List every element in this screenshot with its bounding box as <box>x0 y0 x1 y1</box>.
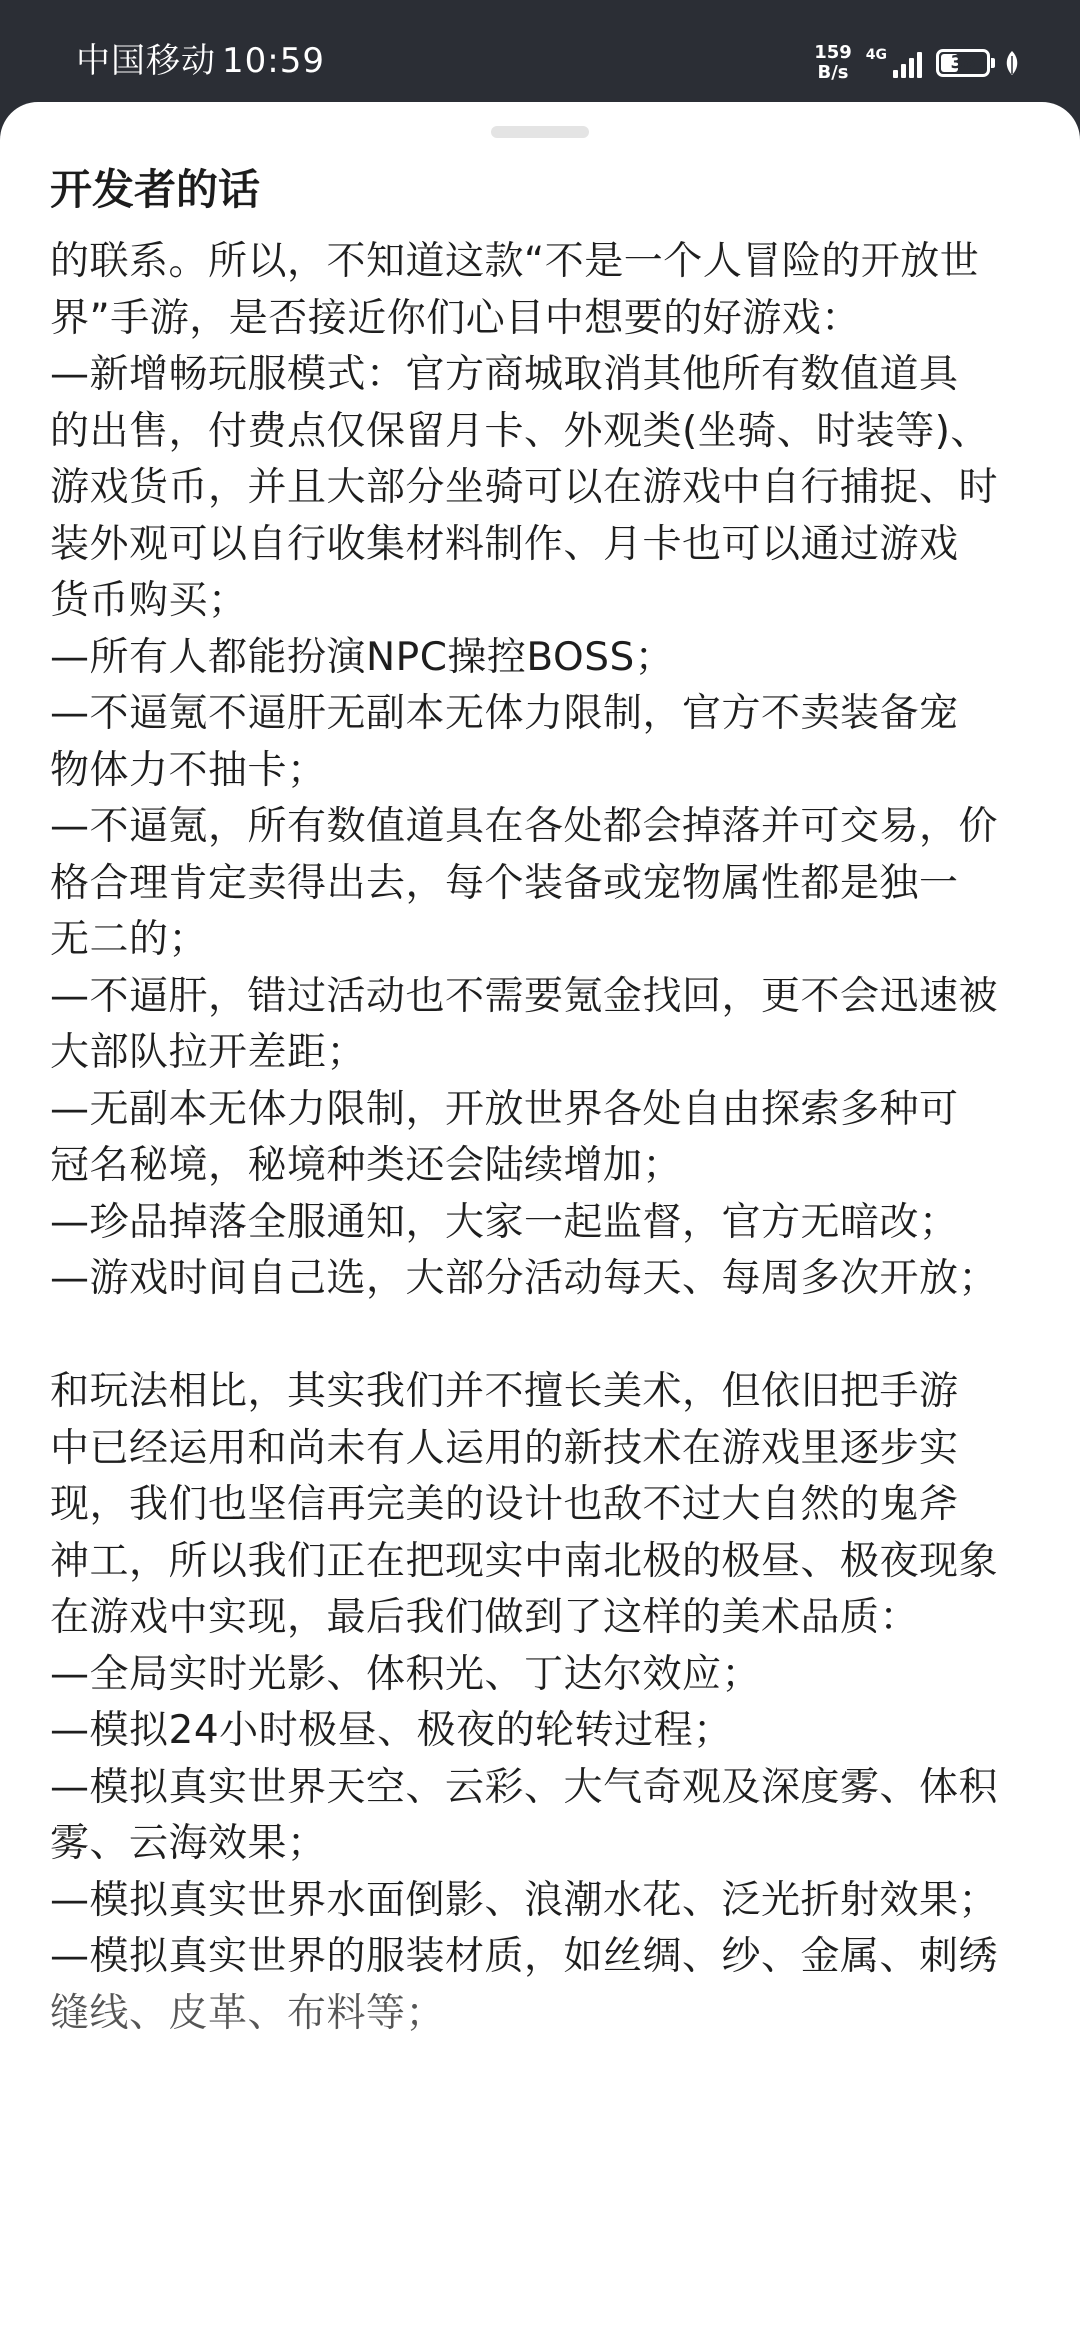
notes-line: 界”手游，是否接近你们心目中想要的好游戏： <box>50 295 861 341</box>
notes-line: 格合理肯定卖得出去，每个装备或宠物属性都是独一 <box>50 860 959 906</box>
notes-line: —不逼氪，所有数值道具在各处都会掉落并可交易，价 <box>50 804 999 849</box>
battery-icon <box>936 49 990 77</box>
notes-line: —模拟真实世界天空、云彩、大气奇观及深度雾、体积 <box>50 1764 999 1810</box>
notes-line: —模拟真实世界的服装材质，如丝绸、纱、金属、刺绣 <box>50 1934 999 1979</box>
notes-line: —不逼肝，错过活动也不需要氪金找回，更不会迅速被 <box>50 973 999 1019</box>
notes-line: 中已经运用和尚未有人运用的新技术在游戏里逐步实 <box>50 1425 959 1471</box>
notes-line: 现，我们也坚信再完美的设计也敌不过大自然的鬼斧 <box>50 1482 959 1527</box>
status-bar <box>0 0 1080 100</box>
sheet-title: 开发者的话 <box>50 165 261 214</box>
notes-line: 游戏货币，并且大部分坐骑可以在游戏中自行捕捉、时 <box>50 465 999 510</box>
carrier-name: 中国移动 <box>76 41 216 81</box>
notes-line: 货币购买； <box>50 578 248 623</box>
notes-line <box>50 1308 1040 1365</box>
notes-line: 大部队拉开差距； <box>50 1030 367 1075</box>
notes-line: 和玩法相比，其实我们并不擅长美术，但依旧把手游 <box>50 1369 959 1414</box>
cellular-signal-icon <box>866 48 922 78</box>
notes-line: —游戏时间自己选，大部分活动每天、每周多次开放； <box>50 1256 999 1301</box>
notes-line: 冠名秘境，秘境种类还会陆续增加； <box>50 1143 683 1188</box>
notes-line: —不逼氪不逼肝无副本无体力限制，官方不卖装备宠 <box>50 691 959 736</box>
notes-line: —新增畅玩服模式：官方商城取消其他所有数值道具 <box>50 352 959 397</box>
status-left <box>76 36 325 86</box>
notes-line: 神工，所以我们正在把现实中南北极的极昼、极夜现象 <box>50 1538 999 1584</box>
network-speed-unit: B/s <box>817 62 849 83</box>
notes-line: —珍品掉落全服通知，大家一起监督，官方无暗改； <box>50 1199 959 1245</box>
network-type: 4G <box>865 47 887 63</box>
notes-line: —全局实时光影、体积光、丁达尔效应； <box>50 1651 762 1697</box>
notes-line: —模拟真实世界水面倒影、浪潮水花、泛光折射效果； <box>50 1877 999 1923</box>
network-speed <box>814 43 852 83</box>
notes-line: —模拟24小时极昼、极夜的轮转过程； <box>50 1708 733 1753</box>
notes-line: 的出售，付费点仅保留月卡、外观类(坐骑、时装等)、 <box>50 408 990 454</box>
status-right <box>814 38 1020 88</box>
notes-line: 装外观可以自行收集材料制作、月卡也可以通过游戏 <box>50 521 959 567</box>
notes-line: 缝线、皮革、布料等； <box>50 1990 446 2036</box>
developer-notes-sheet[interactable] <box>0 102 1080 2340</box>
notes-body <box>50 234 1040 2042</box>
power-saving-leaf-icon <box>1004 50 1020 76</box>
notes-line: 在游戏中实现，最后我们做到了这样的美术品质： <box>50 1595 920 1640</box>
notes-line: —无副本无体力限制，开放世界各处自由探索多种可 <box>50 1086 959 1132</box>
notes-line: 物体力不抽卡； <box>50 747 327 793</box>
clock: 10:59 <box>222 41 325 81</box>
notes-line: 无二的； <box>50 917 209 962</box>
sheet-drag-handle[interactable] <box>491 126 589 138</box>
network-speed-value: 159 <box>814 42 852 63</box>
notes-line: —所有人都能扮演NPC操控BOSS； <box>50 634 675 680</box>
battery-percent: 38 <box>950 52 976 73</box>
notes-line: 的联系。所以，不知道这款“不是一个人冒险的开放世 <box>50 239 980 284</box>
notes-line: 雾、云海效果； <box>50 1821 327 1866</box>
